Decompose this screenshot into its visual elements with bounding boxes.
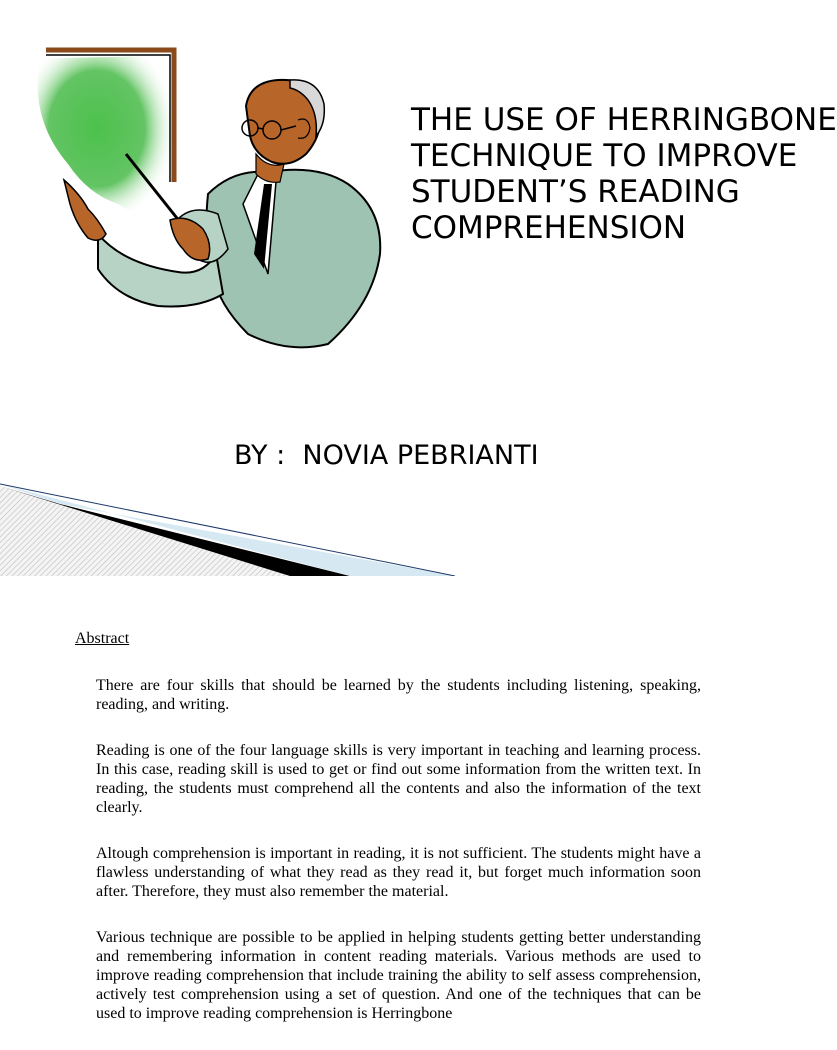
author-byline: BY : NOVIA PEBRIANTI xyxy=(234,440,539,471)
abstract-body xyxy=(96,676,701,1050)
teacher-pointing-at-board-icon xyxy=(28,44,388,356)
decorative-swoosh xyxy=(0,480,768,576)
abstract-paragraph: Various technique are possible to be applied in helping students getting better understanding and remembering information in content reading materials. Various methods are used to improve reading comprehension that include training the ability to self assess comprehension, actively test comprehension using a set of question. And one of the techniques that can be used to improve reading comprehension is Herringbone xyxy=(96,929,701,1022)
title-line: STUDENT’S READING xyxy=(411,174,740,210)
abstract-paragraph: Reading is one of the four language skills is very important in teaching and learning process. In this case, reading skill is used to get or find out some information from the written text. In reading, the students must comprehend all the contents and also the information of the text clearly. xyxy=(96,742,701,816)
abstract-paragraph: Altough comprehension is important in reading, it is not sufficient. The students might have a flawless understanding of what they read as they read it, but forget much information soon after. Therefore, they must also remember the material. xyxy=(96,845,701,900)
abstract-heading: Abstract xyxy=(75,630,130,647)
presentation-title xyxy=(411,102,837,246)
abstract-paragraph: There are four skills that should be learned by the students including listening, speaking, reading, and writing. xyxy=(96,677,701,713)
title-line: THE USE OF HERRINGBONE xyxy=(411,102,837,138)
abstract-page xyxy=(0,576,768,1024)
title-line: TECHNIQUE TO IMPROVE xyxy=(411,138,798,174)
title-line: COMPREHENSION xyxy=(411,210,687,246)
